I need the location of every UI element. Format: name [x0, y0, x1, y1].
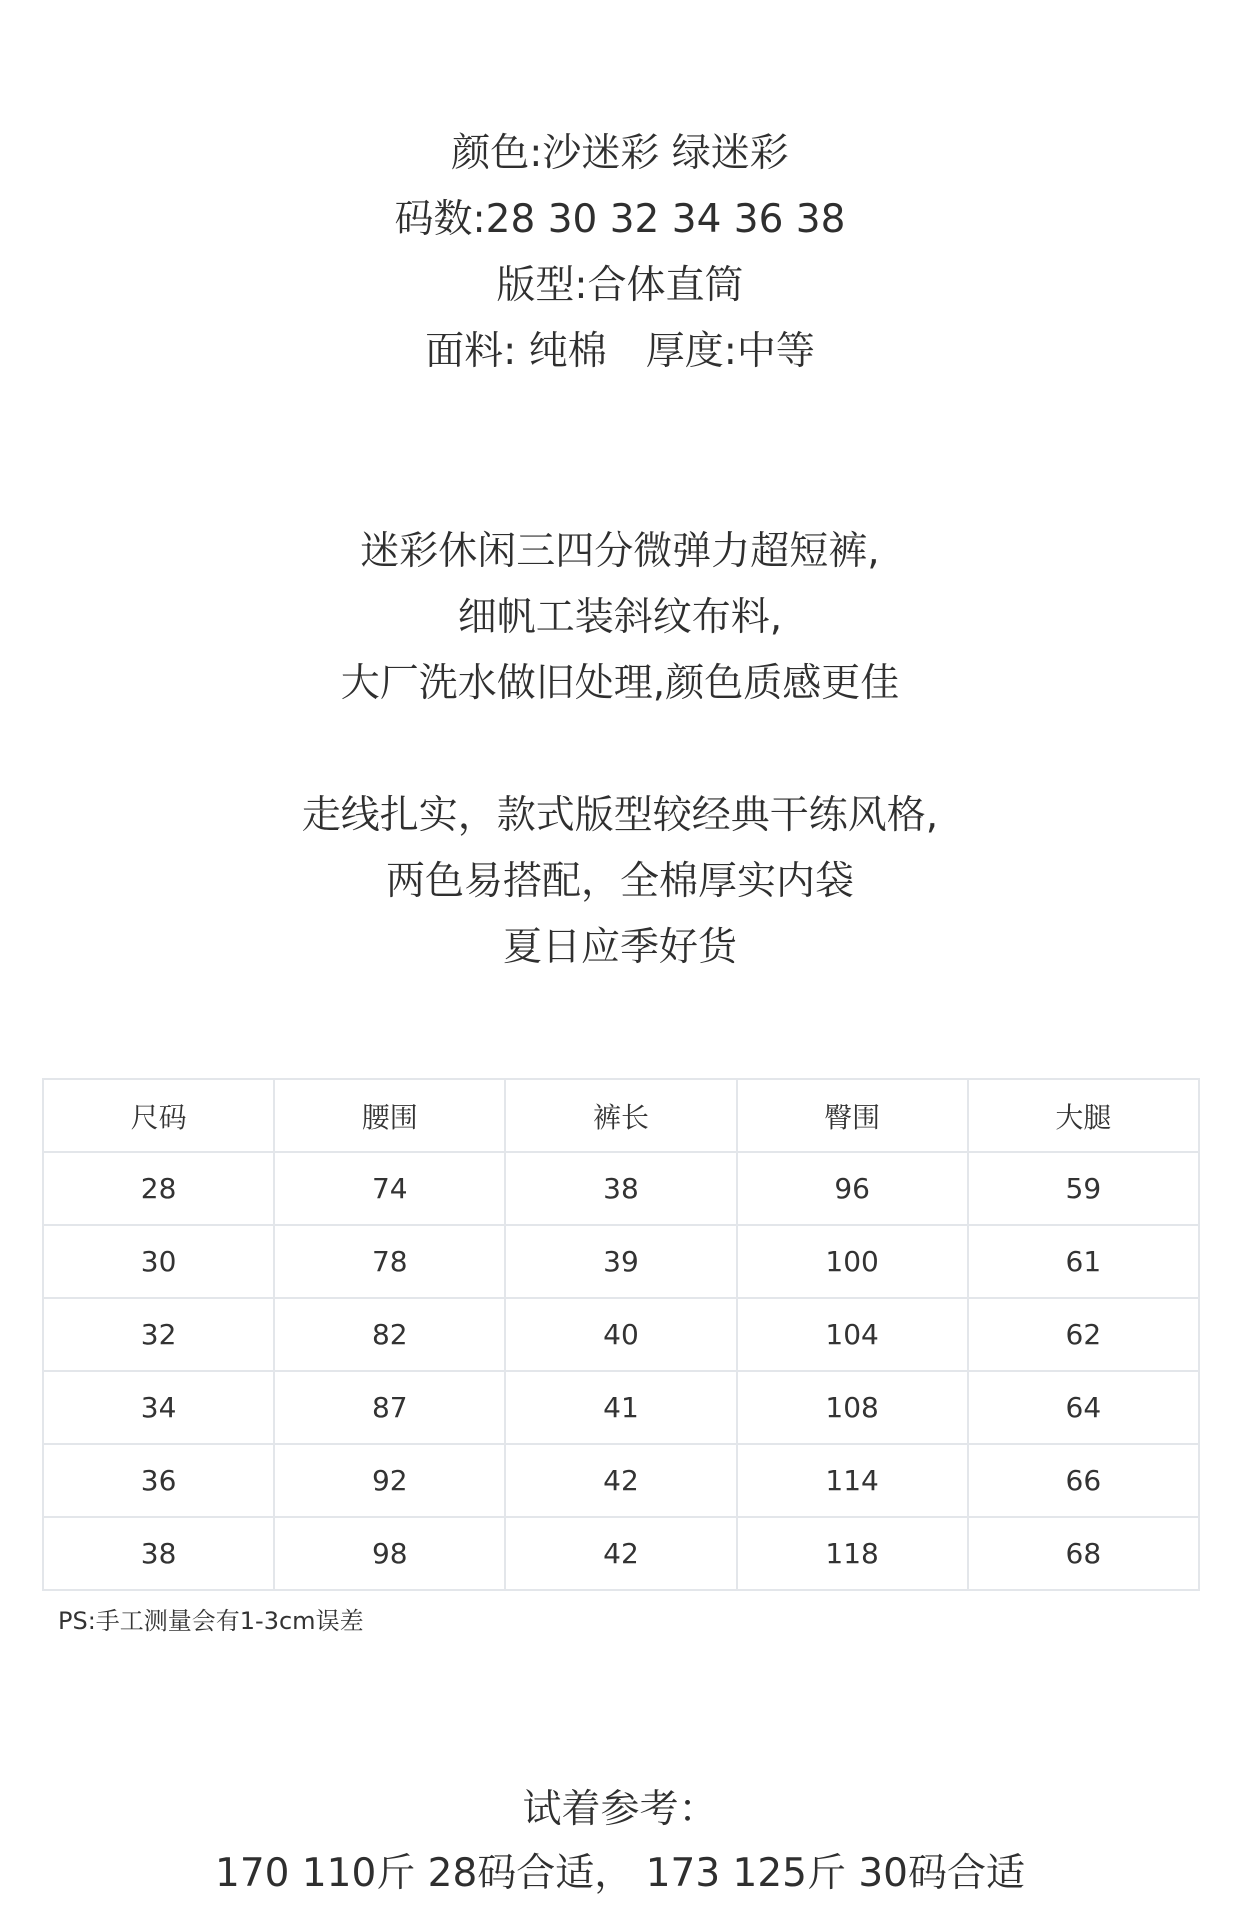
table-cell: 41 — [505, 1371, 736, 1444]
desc-line: 细帆工装斜纹布料, — [457, 595, 783, 640]
table-cell: 92 — [274, 1444, 505, 1517]
table-row — [43, 1444, 1199, 1517]
table-cell: 61 — [968, 1225, 1199, 1298]
table-cell: 64 — [968, 1371, 1199, 1444]
table-row — [43, 1225, 1199, 1298]
table-row — [43, 1517, 1199, 1590]
table-cell: 104 — [737, 1298, 968, 1371]
desc-line: 两色易搭配，全棉厚实内袋 — [385, 859, 854, 904]
table-cell: 96 — [737, 1152, 968, 1225]
header-size: 尺码 — [43, 1079, 274, 1152]
size-table — [42, 1078, 1200, 1591]
table-cell: 28 — [43, 1152, 274, 1225]
table-cell: 36 — [43, 1444, 274, 1517]
table-cell: 98 — [274, 1517, 505, 1590]
fit-reference-title: 试着参考： — [522, 1787, 718, 1832]
table-row — [43, 1371, 1199, 1444]
fit-reference-line: 170 110斤 28码合适， 173 125斤 30码合适 — [215, 1851, 1025, 1896]
table-cell: 38 — [43, 1517, 274, 1590]
desc-line: 大厂洗水做旧处理,颜色质感更佳 — [340, 661, 900, 706]
table-cell: 32 — [43, 1298, 274, 1371]
table-cell: 78 — [274, 1225, 505, 1298]
table-cell: 34 — [43, 1371, 274, 1444]
table-cell: 100 — [737, 1225, 968, 1298]
spec-sizes: 码数:28 30 32 34 36 38 — [394, 197, 846, 242]
table-cell: 82 — [274, 1298, 505, 1371]
measurement-note: PS:手工测量会有1-3cm误差 — [58, 1607, 364, 1635]
spec-color: 颜色:沙迷彩 绿迷彩 — [451, 131, 789, 176]
table-cell: 114 — [737, 1444, 968, 1517]
desc-line: 夏日应季好货 — [502, 925, 737, 970]
table-cell: 38 — [505, 1152, 736, 1225]
header-hip: 臀围 — [737, 1079, 968, 1152]
table-cell: 42 — [505, 1444, 736, 1517]
table-cell: 118 — [737, 1517, 968, 1590]
table-cell: 62 — [968, 1298, 1199, 1371]
spec-fabric: 面料: 纯棉 厚度:中等 — [425, 329, 815, 374]
table-cell: 68 — [968, 1517, 1199, 1590]
spec-fit: 版型:合体直筒 — [496, 263, 744, 308]
desc-line: 迷彩休闲三四分微弹力超短裤, — [360, 529, 880, 574]
table-row — [43, 1298, 1199, 1371]
table-cell: 40 — [505, 1298, 736, 1371]
table-cell: 108 — [737, 1371, 968, 1444]
table-row — [43, 1152, 1199, 1225]
table-cell: 66 — [968, 1444, 1199, 1517]
header-thigh: 大腿 — [968, 1079, 1199, 1152]
header-length: 裤长 — [505, 1079, 736, 1152]
table-cell: 39 — [505, 1225, 736, 1298]
table-cell: 59 — [968, 1152, 1199, 1225]
table-cell: 87 — [274, 1371, 505, 1444]
table-cell: 74 — [274, 1152, 505, 1225]
table-header-row — [43, 1079, 1199, 1152]
desc-line: 走线扎实，款式版型较经典干练风格, — [301, 793, 939, 838]
table-cell: 30 — [43, 1225, 274, 1298]
header-waist: 腰围 — [274, 1079, 505, 1152]
table-cell: 42 — [505, 1517, 736, 1590]
